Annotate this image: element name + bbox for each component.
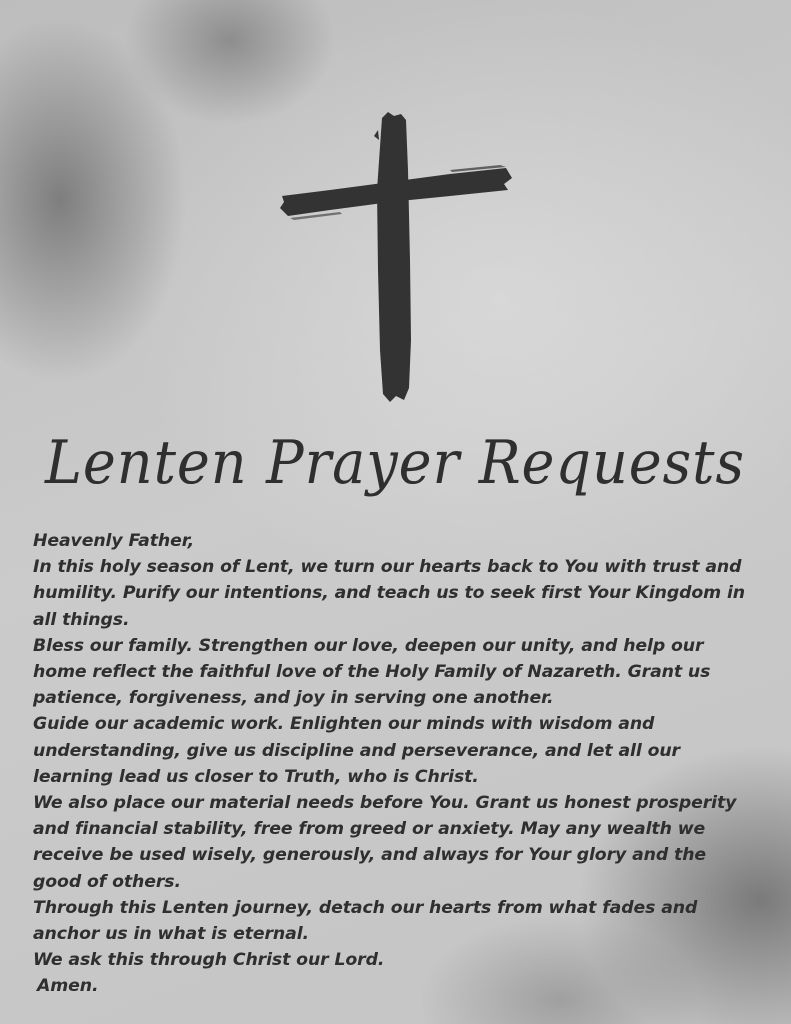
prayer-paragraph: Bless our family. Strengthen our love, deepen our unity, and help our home reflect the faithful love of the Holy Family of Nazareth. Grant us patience, forgiveness, and joy in serving one another. xyxy=(33,635,711,709)
prayer-greeting: Heavenly Father, xyxy=(33,531,195,551)
prayer-closing: Amen. xyxy=(37,976,99,997)
prayer-paragraph: In this holy season of Lent, we turn our hearts back to You with trust and humility. Purify our intentions, and teach us to seek first Your Kingdom in all things. xyxy=(33,557,746,630)
prayer-body xyxy=(33,528,753,1000)
prayer-paragraph: We also place our material needs before You. Grant us honest prosperity and financial stability, free from greed or anxiety. May any wealth we receive be used wisely, generously, and always for Your glory and the good of others. xyxy=(33,793,737,892)
title-text: Lenten Prayer Requests xyxy=(44,428,746,498)
page-title xyxy=(0,405,791,525)
prayer-paragraph: We ask this through Christ our Lord. xyxy=(33,950,385,971)
cross-icon xyxy=(270,110,520,405)
prayer-paragraph: Through this Lenten journey, detach our hearts from what fades and anchor us in what is eternal. xyxy=(33,897,698,945)
prayer-paragraph: Guide our academic work. Enlighten our minds with wisdom and understanding, give us discipline and perseverance, and let all our learning lead us closer to Truth, who is Christ. xyxy=(33,714,680,787)
